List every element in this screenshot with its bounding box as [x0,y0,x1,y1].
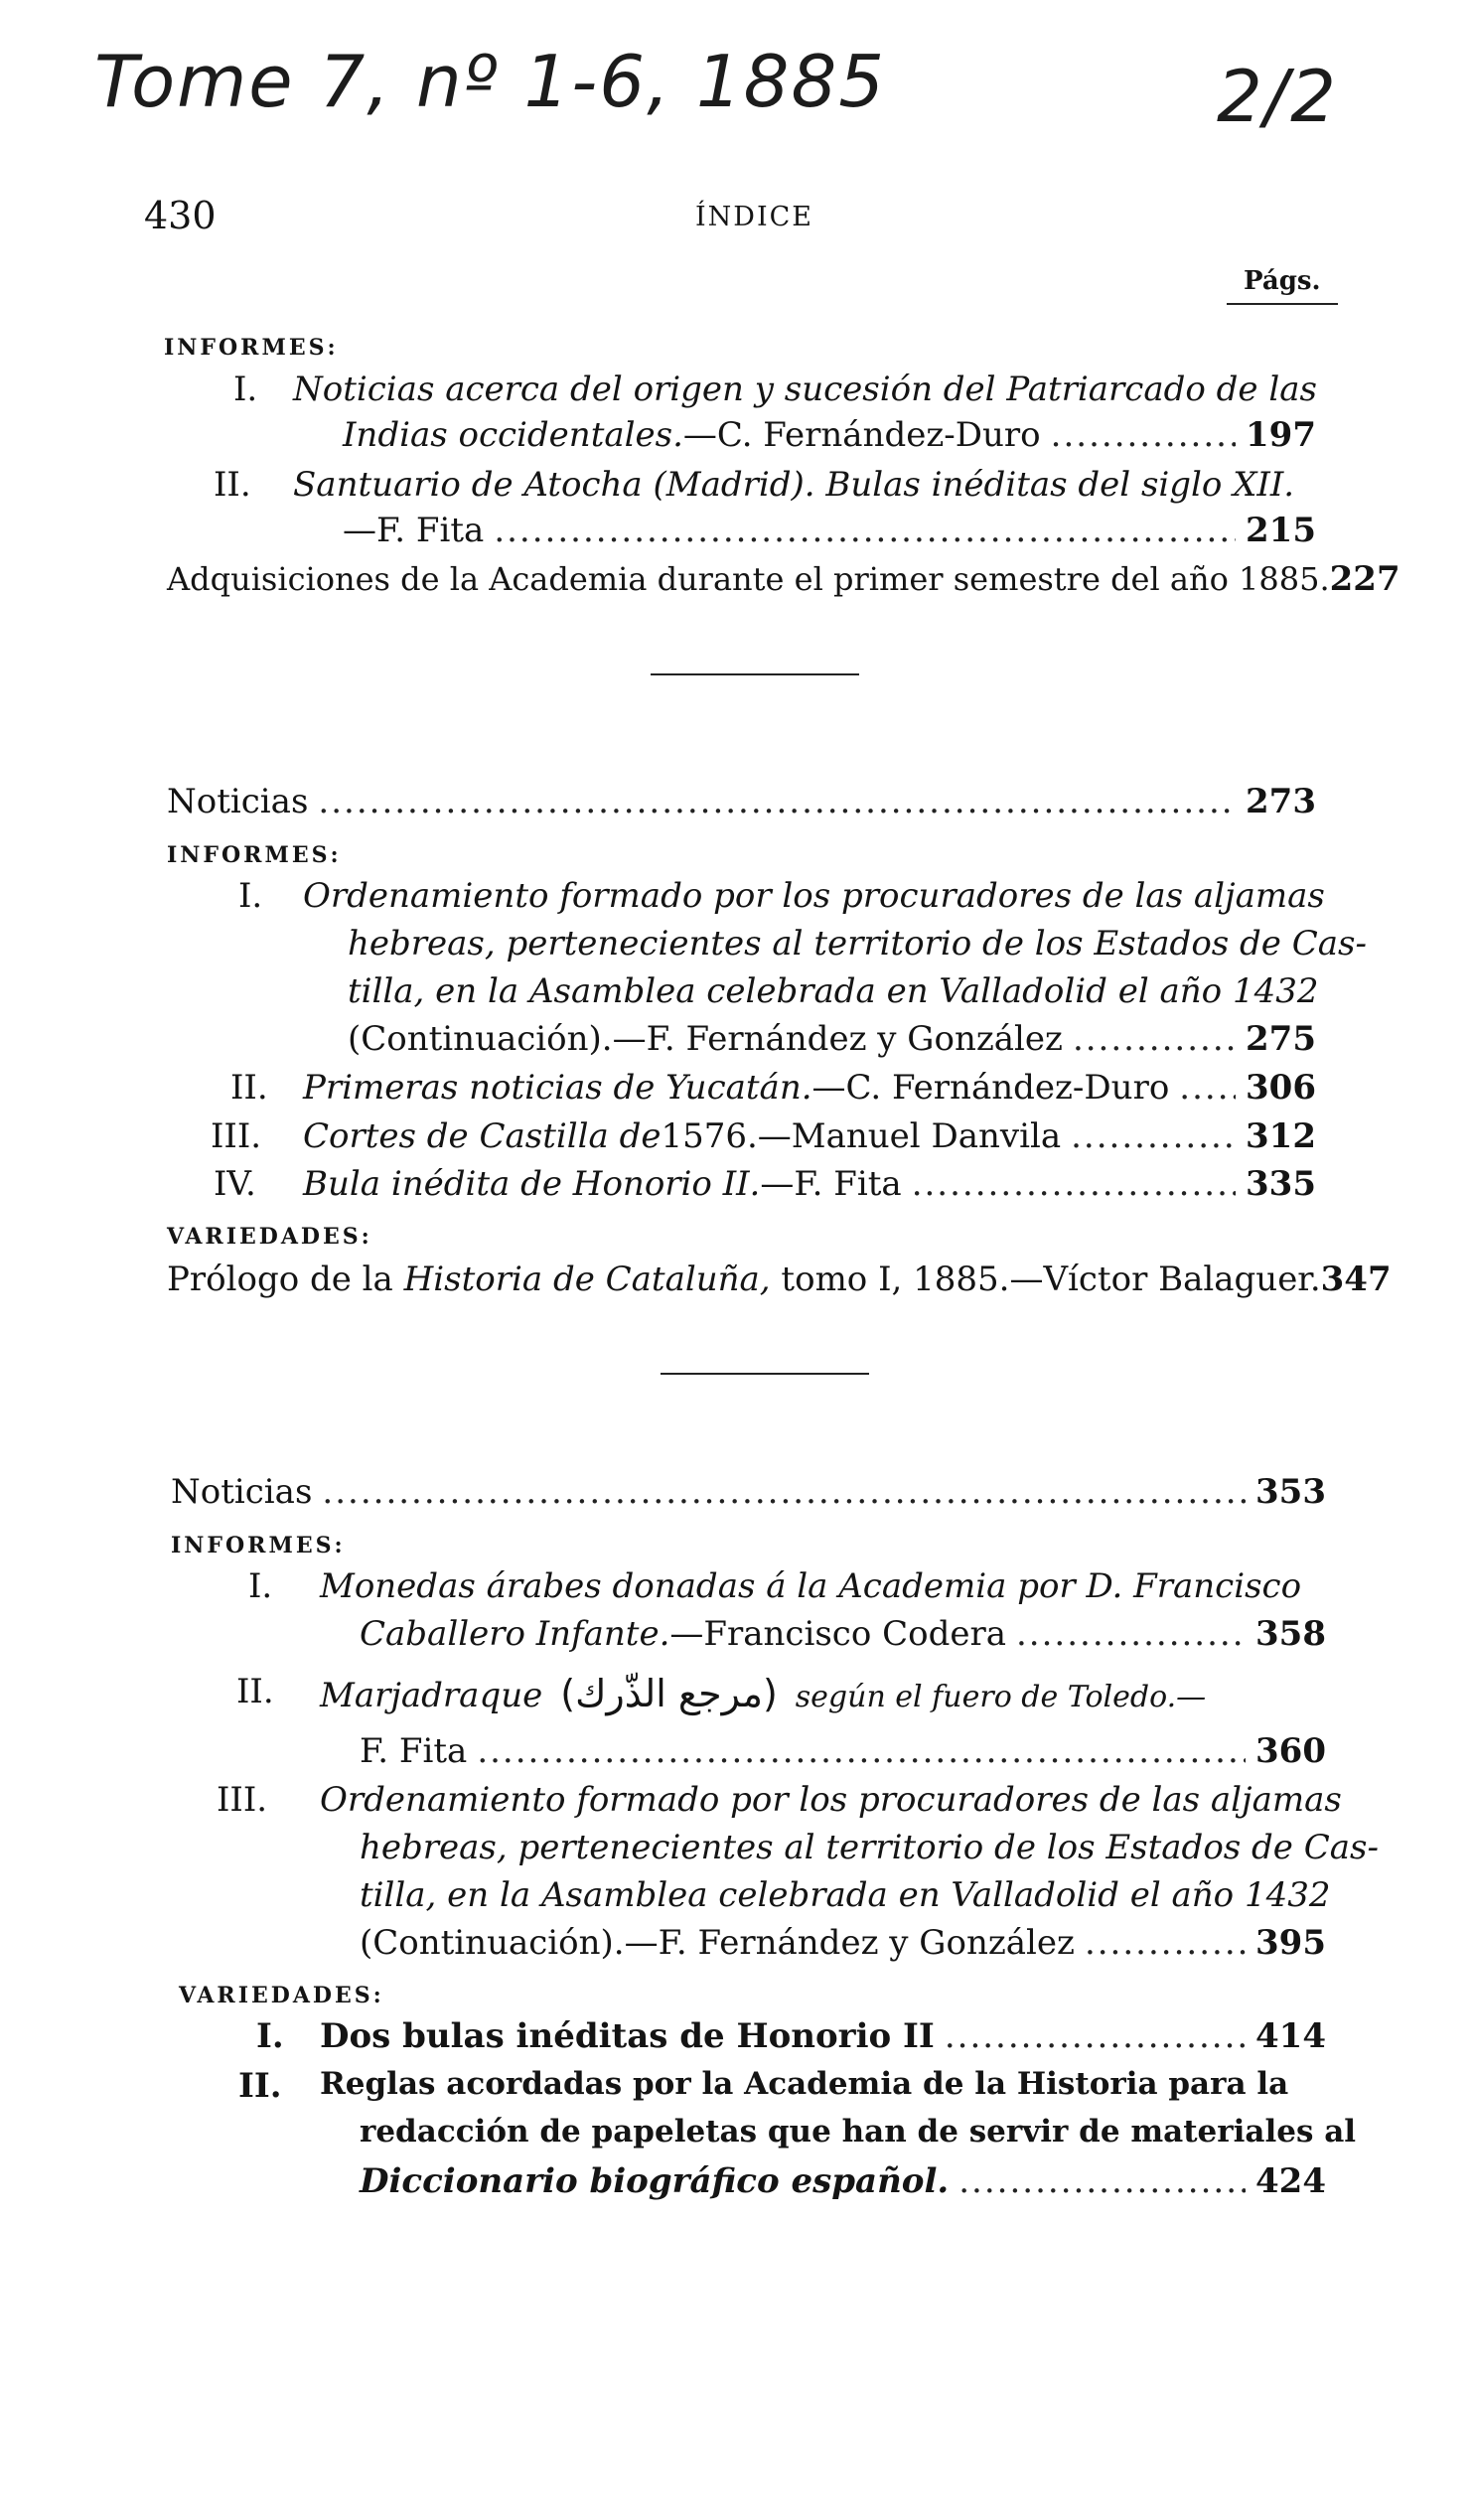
entry-title: Adquisiciones de la Academia durante el primer semestre del año 1885. [167,560,1330,598]
page-ref: 395 [1255,1923,1326,1963]
entry-title: tilla, en la Asamblea celebrada en Valladolid el año 1432 [348,971,1319,1011]
running-title: ÍNDICE [695,202,813,232]
entry-title: hebreas, pertenecientes al territorio de los Estados de Cas- [360,1828,1379,1867]
entry-author: —C. Fernández-Duro [682,415,1041,455]
leader-dots [318,782,1236,821]
leader-dots [1071,1116,1236,1156]
entry-title: Cortes de Castilla de [303,1116,662,1156]
entry-title: Primeras noticias de Yucatán. [303,1068,812,1108]
index-entry-line [360,2161,1326,2207]
handwritten-part-note: 2/2 [1217,55,1338,138]
index-entry-line [360,1828,1379,1873]
entry-title: Prólogo de la [167,1260,404,1299]
entry-title: Reglas acordadas por la Academia de la Historia para la [320,2066,1289,2102]
section-divider [651,673,859,675]
index-entry-line [360,1614,1326,1660]
section-heading-variedades: VARIEDADES: [179,1983,384,2008]
index-entry-line [167,1260,1392,1305]
index-entry-line [293,370,1316,415]
entry-author: (Continuación).—F. Fernández y González [348,1019,1063,1059]
entry-author: —F. Fita [343,511,485,550]
entry-number: II. [230,1068,268,1108]
entry-title: Historia de Cataluña, [403,1260,771,1299]
entry-number: IV. [214,1164,256,1204]
section-heading-informes: INFORMES: [164,335,339,361]
index-entry-line [348,971,1319,1017]
entry-title: Noticias [171,1472,313,1512]
page-ref: 360 [1255,1731,1326,1771]
leader-dots [477,1731,1246,1771]
entry-title: redacción de papeletas que han de servir de materiales al [360,2114,1357,2149]
index-entry-line [171,1472,1326,1518]
page-ref: 273 [1246,782,1316,821]
index-entry-line [320,1780,1342,1826]
index-entry-line [360,1731,1326,1777]
index-entry-line [360,1875,1331,1921]
index-entry-line [360,1923,1326,1969]
entry-number: III. [211,1116,262,1156]
entry-title: Dos bulas inéditas de Honorio II [320,2016,935,2056]
index-entry-line [348,1019,1316,1065]
page-ref: 306 [1246,1068,1316,1108]
entry-number: I. [238,876,263,916]
entry-number: III. [217,1780,268,1820]
entry-title: Ordenamiento formado por los procuradores de las aljamas [320,1780,1342,1820]
page-ref: 414 [1255,2016,1326,2056]
page-ref: 358 [1255,1614,1326,1654]
leader-dots [1179,1068,1236,1108]
leader-dots [322,1472,1246,1512]
index-entry-line [167,559,1400,605]
section-heading-variedades: VARIEDADES: [167,1224,372,1250]
entry-title: según el fuero de Toledo.— [795,1680,1207,1714]
index-entry-line [360,2114,1357,2159]
entry-title: Noticias [167,782,309,821]
index-entry-line [303,876,1325,922]
page-ref: 197 [1246,415,1316,455]
index-entry-line [320,2066,1326,2112]
entry-title: Noticias acerca del origen y sucesión del Patriarcado de las [293,370,1317,409]
entry-author: F. Fita [360,1731,468,1771]
entry-title: Diccionario biográfico español. [360,2161,950,2201]
index-entry-line [320,1566,1326,1612]
entry-title: Bula inédita de Honorio II. [303,1164,761,1204]
index-entry-line [303,1164,1316,1210]
handwritten-volume-note: Tome 7, nº 1-6, 1885 [94,40,887,123]
section-heading-informes: INFORMES: [171,1533,346,1558]
entry-author: 1576.—Manuel Danvila [661,1116,1062,1156]
page-header [0,194,1473,243]
section-heading-informes: INFORMES: [167,842,342,868]
arabic-term: (مرجع الذّرك) [560,1672,778,1715]
entry-author: —Francisco Codera [669,1614,1006,1654]
leader-dots [1085,1923,1246,1963]
pages-label-rule [1227,303,1338,305]
leader-dots [1016,1614,1246,1654]
entry-number: I. [233,370,258,409]
entry-title: tilla, en la Asamblea celebrada en Valladolid el año 1432 [360,1875,1331,1915]
entry-number: II. [238,2066,282,2106]
entry-title: Caballero Infante. [360,1614,670,1654]
index-entry-line [320,2016,1326,2062]
page-ref: 215 [1246,511,1316,550]
page-ref: 353 [1255,1472,1326,1512]
entry-title: Marjadraque [320,1676,543,1715]
entry-number: II. [236,1672,274,1711]
entry-title: Santuario de Atocha (Madrid). Bulas inéditas del siglo XII. [293,465,1295,505]
leader-dots [1051,415,1236,455]
pages-column-label: Págs. [1244,266,1321,296]
entry-author: —C. Fernández-Duro [811,1068,1170,1108]
entry-title: Indias occidentales. [343,415,683,455]
entry-number: II. [214,465,251,505]
entry-author: tomo I, 1885.—Víctor Balaguer. [770,1260,1321,1299]
leader-dots [1073,1019,1236,1059]
page-number: 430 [144,194,217,237]
index-entry-line [303,1068,1316,1113]
page-ref: 312 [1246,1116,1316,1156]
section-divider [661,1373,869,1375]
entry-title: Monedas árabes donadas á la Academia por D. Francisco [320,1566,1302,1606]
index-entry-line [293,465,1316,511]
leader-dots [912,1164,1236,1204]
entry-number: I. [248,1566,273,1606]
index-entry-line [343,511,1316,556]
index-entry-line [343,415,1316,461]
entry-author: (Continuación).—F. Fernández y González [360,1923,1075,1963]
page-ref: 335 [1246,1164,1316,1204]
leader-dots [958,2161,1246,2201]
page-ref: 424 [1255,2161,1326,2201]
index-entry-line [303,1116,1316,1162]
index-entry-line [167,782,1316,827]
page-ref: 347 [1320,1260,1392,1299]
leader-dots [494,511,1236,550]
page-ref: 275 [1246,1019,1316,1059]
entry-title: Ordenamiento formado por los procuradores de las aljamas [303,876,1325,916]
page-ref: 227 [1329,559,1400,599]
index-entry-line [348,924,1367,969]
entry-number: I. [256,2016,284,2056]
entry-author: —F. Fita [760,1164,902,1204]
leader-dots [945,2016,1246,2056]
index-entry-line [320,1672,1326,1717]
entry-title: hebreas, pertenecientes al territorio de los Estados de Cas- [348,924,1367,964]
